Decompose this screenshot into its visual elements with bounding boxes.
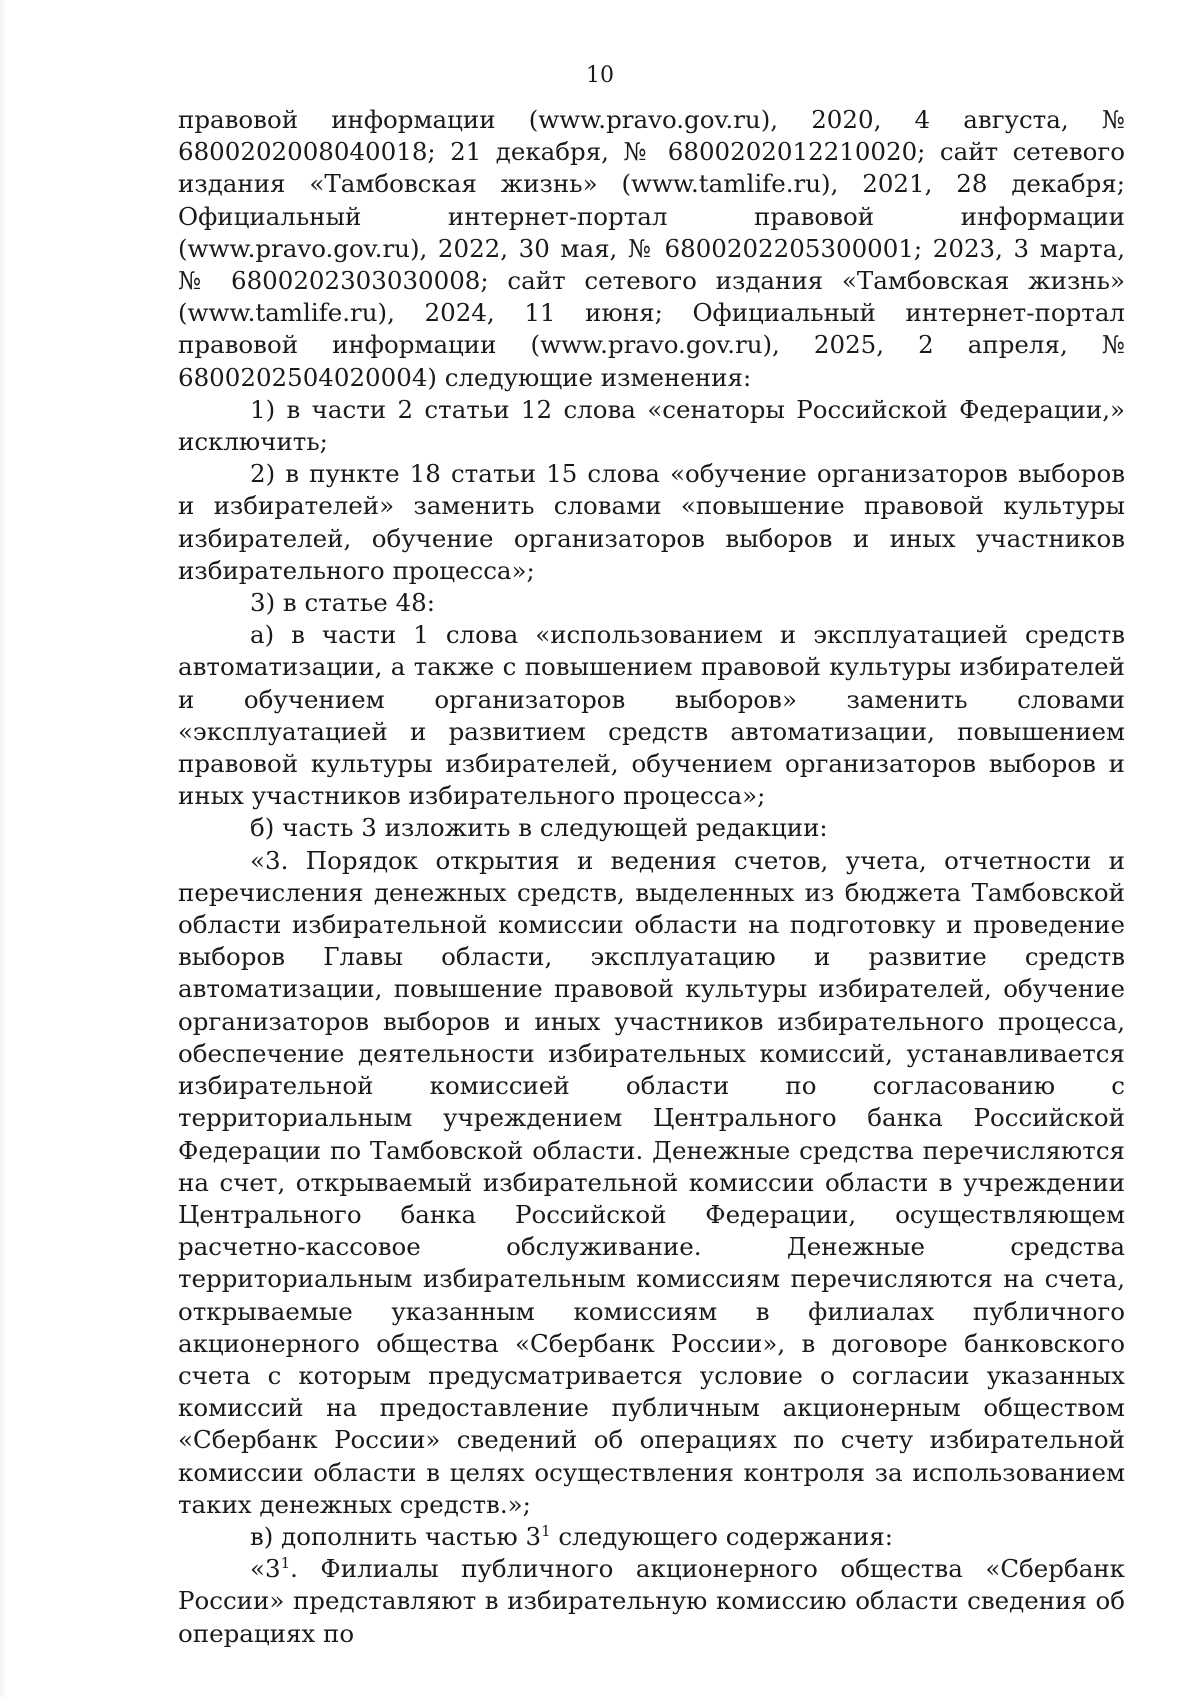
subitem-v-text-end: следующего содержания: — [550, 1521, 893, 1551]
page-number: 10 — [586, 63, 614, 88]
paragraph-sources: правовой информации (www.pravo.gov.ru), 2020, 4 августа, № 6800202008040018; 21 декабря, № 6800202012210020; сайт сетевого издания «Тамбовская жизнь» (www.tamlife.ru), 2021, 28 декабря; Официальный интернет-портал правовой информации (www.pravo.gov.ru), 2022, 30 мая, № 6800202205300001; 2023, 3 марта, № 6800202303030008; сайт сетевого издания «Тамбовская жизнь» (www.tamlife.ru), 2024, 11 июня; Официальный интернет-портал правовой информации (www.pravo.gov.ru), 2025, 2 апреля, № 6800202504020004) следующие изменения: — [178, 105, 1125, 392]
part-3-1-number: «3 — [250, 1554, 281, 1584]
superscript-index: 1 — [541, 1521, 551, 1540]
paragraph-item-3: 3) в статье 48: — [250, 588, 436, 618]
paragraph-subitem-a: а) в части 1 слова «использованием и эксплуатацией средств автоматизации, а также с повышением правовой культуры избирателей и обучением организаторов выборов» заменить словами «эксплуатацией и развитием средств автоматизации, повышением правовой культуры избирателей, обучением организаторов выборов и иных участников избирательного процесса»; — [178, 620, 1125, 811]
scan-shadow — [0, 0, 6, 1697]
paragraph-subitem-b: б) часть 3 изложить в следующей редакции: — [250, 813, 828, 843]
superscript-index: 1 — [280, 1554, 291, 1573]
subitem-v-text-start: в) дополнить частью 3 — [250, 1521, 542, 1551]
paragraph-item-2: 2) в пункте 18 статьи 15 слова «обучение организаторов выборов и избирателей» заменить словами «повышение правовой культуры избирателей, обучение организаторов выборов и иных участников избирательного процесса»; — [178, 459, 1125, 585]
document-body — [178, 104, 1125, 1650]
paragraph-part-3-text: «3. Порядок открытия и ведения счетов, учета, отчетности и перечисления денежных средств, выделенных из бюджета Тамбовской области избирательной комиссии области на подготовку и проведение выборов Главы области, эксплуатацию и развитие средств автоматизации, повышение правовой культуры избирателей, обучение организаторов выборов и иных участников избирательного процесса, обеспечение деятельности избирательных комиссий, устанавливается избирательной комиссией области по согласованию с территориальным учреждением Центрального банка Российской Федерации по Тамбовской области. Денежные средства перечисляются на счет, открываемый избирательной комиссии области в учреждении Центрального банка Российской Федерации, осуществляющем расчетно-кассовое обслуживание. Денежные средства территориальным избирательным комиссиям перечисляются на счета, открываемые указанным комиссиям в филиалах публичного акционерного общества «Сбербанк России», в договоре банковского счета с которым предусматривается условие о согласии указанных комиссий на предоставление публичным акционерным обществом «Сбербанк России» сведений об операциях по счету избирательной комиссии области в целях осуществления контроля за использованием таких денежных средств.»; — [178, 845, 1125, 1519]
part-3-1-text: . Филиалы публичного акционерного общества «Сбербанк России» представляют в избирательную комиссию области сведения об операциях по — [178, 1554, 1125, 1648]
paragraph-item-1: 1) в части 2 статьи 12 слова «сенаторы Российской Федерации,» исключить; — [178, 394, 1125, 457]
paragraph-part-3-1-text — [178, 1553, 1125, 1650]
paragraph-subitem-v — [178, 1521, 1125, 1553]
